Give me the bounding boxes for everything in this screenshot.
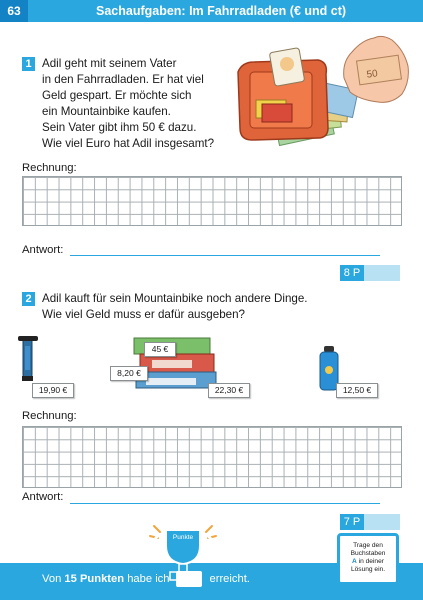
task-1-points-field[interactable] bbox=[364, 265, 400, 281]
price-tag-box-right: 22,30 € bbox=[208, 383, 250, 398]
page-title: Sachaufgaben: Im Fahrradladen (€ und ct) bbox=[96, 4, 347, 18]
task-2-points-field[interactable] bbox=[364, 514, 400, 530]
footer-text-middle: habe ich bbox=[124, 573, 170, 585]
score-input-box[interactable] bbox=[176, 571, 202, 587]
task-1-answer-line[interactable] bbox=[70, 255, 380, 256]
task-1-line-1: Adil geht mit seinem Vater bbox=[42, 57, 177, 70]
hint-box bbox=[337, 533, 399, 585]
task-1-line-4: ein Mountainbike kaufen. bbox=[42, 105, 171, 118]
trophy-label: Punkte bbox=[172, 534, 194, 541]
svg-text:50: 50 bbox=[365, 68, 379, 81]
hint-line-1: Trage den bbox=[353, 542, 383, 549]
wallet-icon bbox=[238, 48, 328, 140]
hint-letter: A bbox=[352, 558, 357, 565]
task-1-line-6: Wie viel Euro hat Adil insgesamt? bbox=[42, 137, 215, 150]
task-1-calc-grid[interactable] bbox=[22, 176, 402, 226]
task-1-points-badge: 8 P bbox=[340, 265, 364, 281]
task-2-calc-grid[interactable] bbox=[22, 426, 402, 488]
price-tag-box-top: 45 € bbox=[144, 342, 176, 357]
page-number: 63 bbox=[0, 0, 28, 22]
task-2-answer-label: Antwort: bbox=[22, 491, 64, 503]
price-tag-bottle: 12,50 € bbox=[336, 383, 378, 398]
footer-points-total: 15 Punkten bbox=[64, 573, 125, 585]
task-2-calc-label: Rechnung: bbox=[22, 410, 77, 422]
hint-line-4: Lösung ein. bbox=[350, 566, 386, 573]
task-2-line-2: Wie viel Geld muss er dafür ausgeben? bbox=[42, 308, 245, 321]
task-1-line-5: Sein Vater gibt ihm 50 € dazu. bbox=[42, 121, 197, 134]
task-1-answer-label: Antwort: bbox=[22, 244, 64, 256]
footer-text-after: erreicht. bbox=[209, 573, 250, 585]
hint-line-3: in deiner bbox=[356, 558, 384, 565]
task-2-number: 2 bbox=[22, 292, 35, 306]
task-1-number: 1 bbox=[22, 57, 35, 71]
task-2-answer-line[interactable] bbox=[70, 503, 380, 504]
wallet-money-illustration bbox=[232, 32, 412, 158]
task-1-calc-label: Rechnung: bbox=[22, 162, 77, 174]
task-2-line-1: Adil kauft für sein Mountainbike noch andere Dinge. bbox=[42, 292, 308, 305]
bike-pump-icon bbox=[14, 334, 44, 382]
price-tag-box-left: 8,20 € bbox=[110, 366, 148, 381]
footer-text-before: Von bbox=[42, 573, 65, 585]
hint-line-2: Buchstaben bbox=[350, 550, 386, 557]
hand-with-50-euro-icon bbox=[344, 36, 409, 102]
task-2-points-badge: 7 P bbox=[340, 514, 364, 530]
task-1-line-2: in den Fahrradladen. Er hat viel bbox=[42, 73, 204, 86]
footer-text bbox=[42, 573, 250, 585]
task-1-line-3: Geld gespart. Er möchte sich bbox=[42, 89, 192, 102]
price-tag-pump: 19,90 € bbox=[32, 383, 74, 398]
